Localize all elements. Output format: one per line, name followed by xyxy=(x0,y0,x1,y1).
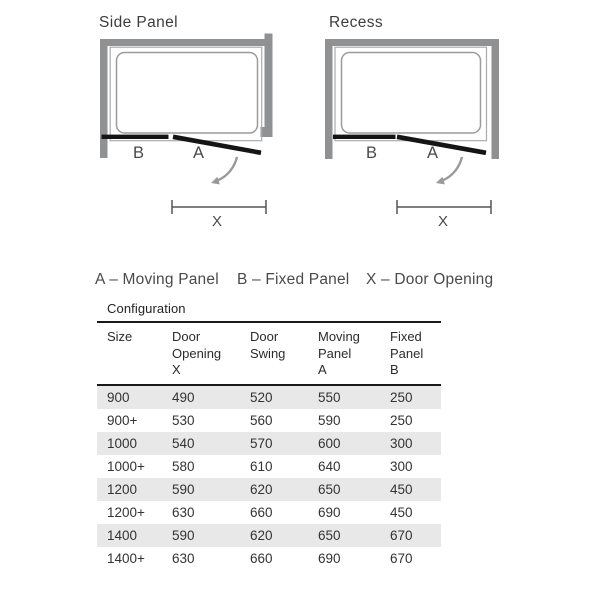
table-row: 1200 590 620 650 450 xyxy=(97,478,441,501)
recess-fixed-panel-b xyxy=(333,135,396,139)
legend-fixed-panel: B – Fixed Panel xyxy=(237,271,350,288)
side-swing-arrow xyxy=(218,157,238,181)
side-label-b: B xyxy=(133,144,145,162)
recess-title: Recess xyxy=(329,14,384,31)
side-fixed-panel-b xyxy=(102,135,169,139)
header-moving-panel: Moving Panel A xyxy=(318,329,360,377)
recess-diagram xyxy=(325,39,499,214)
recess-wall-top xyxy=(325,39,499,46)
side-wall-left xyxy=(100,39,108,158)
recess-swing-arrow xyxy=(443,157,463,181)
recess-shower-tray xyxy=(342,53,481,134)
side-moving-panel-a xyxy=(173,137,261,153)
recess-label-a: A xyxy=(427,144,439,162)
side-label-x: X xyxy=(212,213,223,230)
side-panel-diagram xyxy=(100,34,273,215)
legend-door-opening: X – Door Opening xyxy=(366,271,494,288)
side-shower-tray xyxy=(117,53,258,134)
table-header-row xyxy=(97,323,441,386)
table-row: 1400 590 620 650 670 xyxy=(97,524,441,547)
table-row: 1200+ 630 660 690 450 xyxy=(107,504,413,520)
side-label-a: A xyxy=(193,144,205,162)
side-wall-top xyxy=(100,39,265,46)
table-row: 900 490 520 550 250 xyxy=(97,386,441,409)
recess-label-x: X xyxy=(438,213,449,230)
header-fixed-panel: Fixed Panel B xyxy=(390,329,424,377)
recess-wall-left xyxy=(325,39,333,159)
side-swing-arrowhead-icon xyxy=(211,177,220,185)
side-panel-title: Side Panel xyxy=(99,14,178,31)
recess-moving-panel-a xyxy=(397,137,486,153)
table-row: 1400+ 630 660 690 670 xyxy=(107,550,413,566)
configuration-table xyxy=(97,301,441,570)
side-glass-panel-profile xyxy=(265,34,273,138)
table-row: 900+ 530 560 590 250 xyxy=(107,412,413,428)
table-title: Configuration xyxy=(97,301,441,323)
recess-swing-arrowhead-icon xyxy=(436,177,445,185)
header-size: Size xyxy=(107,329,133,344)
table-row: 1000 540 570 600 300 xyxy=(97,432,441,455)
header-door-swing: Door Swing xyxy=(250,329,286,361)
header-door-opening: Door Opening X xyxy=(172,329,222,377)
table-row: 1000+ 580 610 640 300 xyxy=(107,458,413,474)
recess-label-b: B xyxy=(366,144,378,162)
recess-wall-right xyxy=(492,39,500,159)
legend-moving-panel: A – Moving Panel xyxy=(95,271,219,288)
